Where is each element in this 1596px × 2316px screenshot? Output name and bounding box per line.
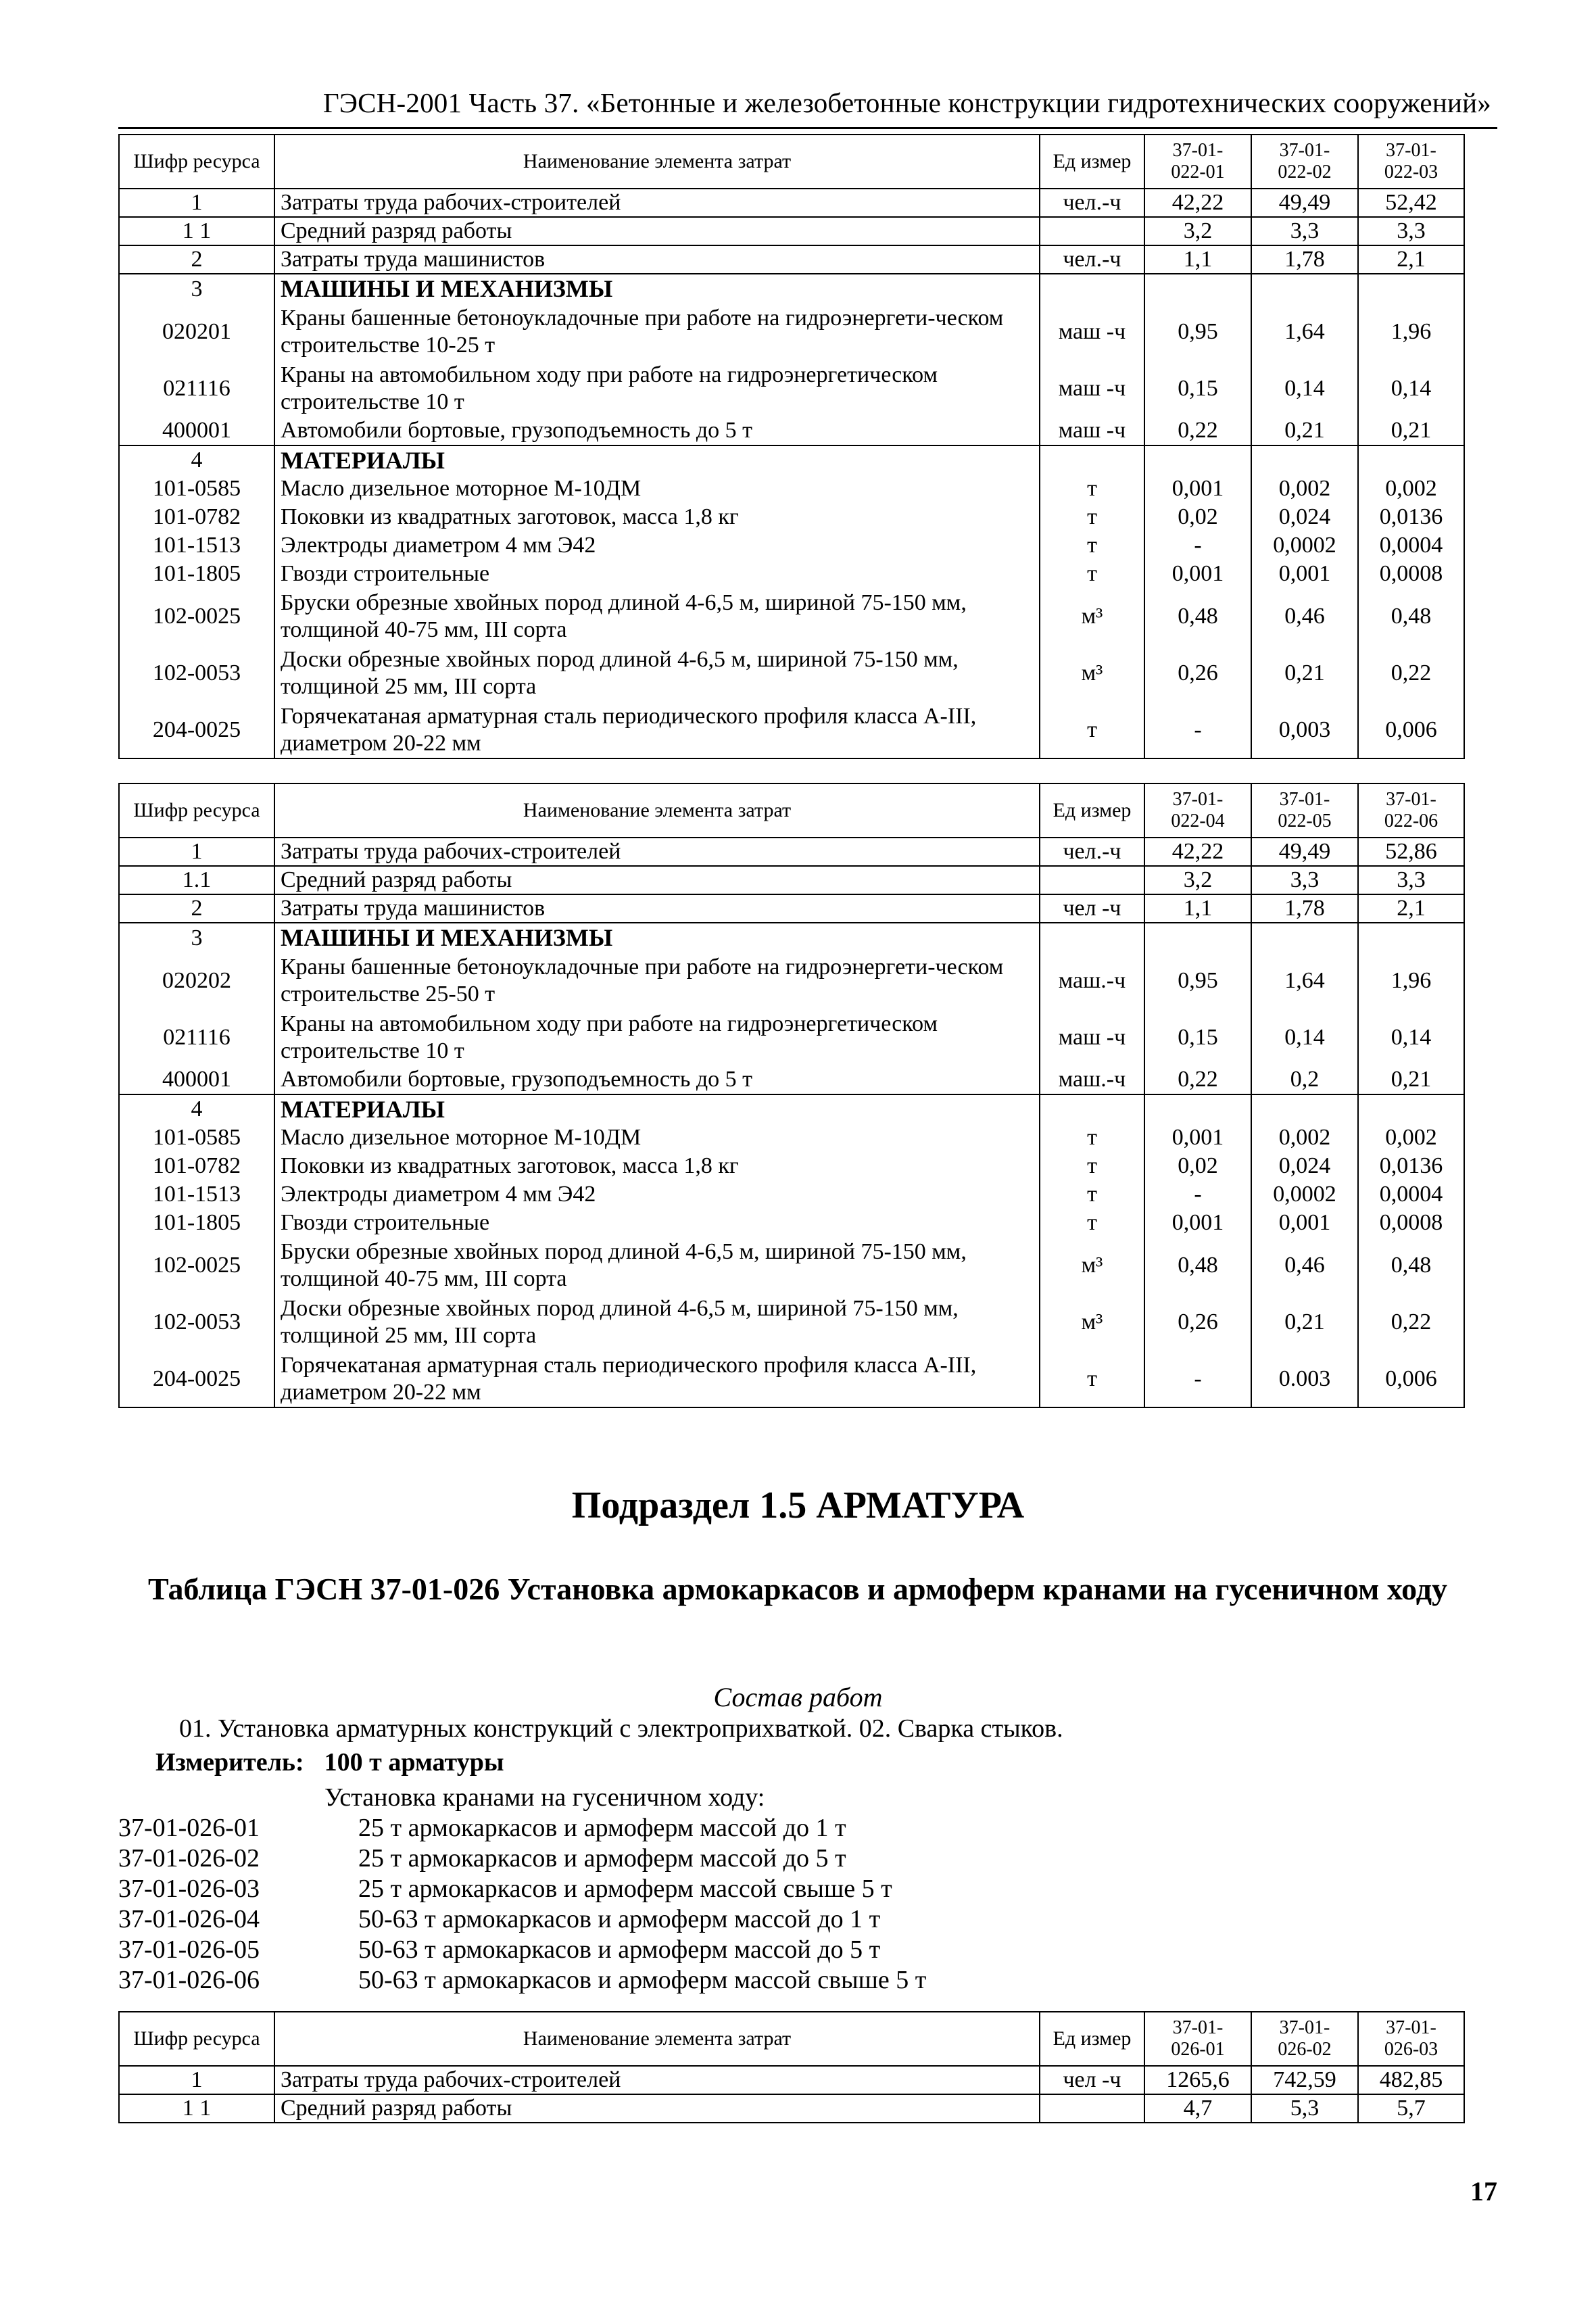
row-name: Затраты труда рабочих-строителей — [274, 2066, 1040, 2094]
row-value: 52,42 — [1358, 189, 1464, 217]
row-code: 2 — [119, 894, 274, 923]
row-code: 102-0025 — [119, 588, 274, 645]
row-unit: т — [1040, 1152, 1144, 1180]
row-value: 42,22 — [1144, 189, 1251, 217]
row-code: 1 — [119, 189, 274, 217]
row-value: 0,0136 — [1358, 1152, 1464, 1180]
row-code: 101-0782 — [119, 1152, 274, 1180]
table-row — [119, 1124, 1464, 1152]
row-value: 0,22 — [1144, 417, 1251, 445]
row-value: 0,21 — [1251, 417, 1358, 445]
install-heading: Установка кранами на гусеничном ходу: — [324, 1783, 765, 1812]
row-value: 0,006 — [1358, 1351, 1464, 1407]
row-value: 0,15 — [1144, 1009, 1251, 1066]
col-header-name: Наименование элемента затрат — [274, 783, 1040, 838]
col-header-norm-1: 37-01- 022-01 — [1144, 135, 1251, 189]
table-row — [119, 702, 1464, 758]
row-value: 3,3 — [1251, 217, 1358, 245]
row-name: Средний разряд работы — [274, 217, 1040, 245]
row-unit: маш -ч — [1040, 417, 1144, 445]
table-row — [119, 189, 1464, 217]
row-unit: т — [1040, 1124, 1144, 1152]
table-row — [119, 1152, 1464, 1180]
col-header-norm-3: 37-01- 026-03 — [1358, 2012, 1464, 2066]
row-value: 49,49 — [1251, 838, 1358, 866]
row-value: 1265,6 — [1144, 2066, 1251, 2094]
row-name: Масло дизельное моторное М-10ДМ — [274, 475, 1040, 503]
row-unit: т — [1040, 531, 1144, 560]
row-unit: маш -ч — [1040, 360, 1144, 417]
row-name: Краны башенные бетоноукладочные при работе на гидроэнергети-ческом строительстве 25-50 т — [274, 952, 1040, 1009]
table-row — [119, 1180, 1464, 1209]
row-unit: чел.-ч — [1040, 838, 1144, 866]
row-value: 0,024 — [1251, 1152, 1358, 1180]
resource-table-022-01-03 — [118, 134, 1465, 759]
table-row — [119, 475, 1464, 503]
work-composition-label: Состав работ — [713, 1682, 883, 1712]
row-value: 1,64 — [1251, 304, 1358, 360]
table-row — [119, 1066, 1464, 1094]
norm-items-list — [118, 1813, 926, 1996]
row-unit: т — [1040, 503, 1144, 531]
item-code: 37-01-026-02 — [118, 1844, 260, 1873]
row-code: 1.1 — [119, 866, 274, 894]
row-code: 102-0053 — [119, 645, 274, 702]
row-name: Электроды диаметром 4 мм Э42 — [274, 1180, 1040, 1209]
row-value: 0,0002 — [1251, 1180, 1358, 1209]
row-value: 0,024 — [1251, 503, 1358, 531]
item-code: 37-01-026-01 — [118, 1814, 260, 1842]
row-name: Затраты труда машинистов — [274, 245, 1040, 274]
row-value: 1,64 — [1251, 952, 1358, 1009]
row-code: 1 1 — [119, 2094, 274, 2123]
section-heading: МАШИНЫ И МЕХАНИЗМЫ — [274, 274, 1040, 303]
list-item — [118, 1904, 926, 1935]
meter-line — [155, 1747, 504, 1777]
row-value: 0,22 — [1144, 1066, 1251, 1094]
row-value: - — [1144, 531, 1251, 560]
row-name: Доски обрезные хвойных пород длиной 4-6,5 м, шириной 75-150 мм, толщиной 25 мм, III сорта — [274, 645, 1040, 702]
col-header-norm-2: 37-01- 026-02 — [1251, 2012, 1358, 2066]
row-value: 0,0002 — [1251, 531, 1358, 560]
row-code: 1 — [119, 838, 274, 866]
row-value: 4,7 — [1144, 2094, 1251, 2123]
row-value: 0,002 — [1251, 1124, 1358, 1152]
list-item — [118, 1935, 926, 1965]
row-name: Автомобили бортовые, грузоподъемность до 5 т — [274, 1066, 1040, 1094]
col-header-code: Шифр ресурса — [119, 783, 274, 838]
row-value: 0,22 — [1358, 645, 1464, 702]
row-value: 0,001 — [1144, 1124, 1251, 1152]
section-row-machines — [119, 274, 1464, 303]
row-value: 42,22 — [1144, 838, 1251, 866]
work-composition-text: 01. Установка арматурных конструкций с электроприхваткой. 02. Сварка стыков. — [179, 1714, 1063, 1743]
row-value: 0,21 — [1251, 645, 1358, 702]
row-name: Гвозди строительные — [274, 1209, 1040, 1237]
row-value: 0,002 — [1358, 475, 1464, 503]
row-value: 0,02 — [1144, 503, 1251, 531]
row-name: Средний разряд работы — [274, 2094, 1040, 2123]
row-value: 0,46 — [1251, 588, 1358, 645]
row-unit: т — [1040, 1209, 1144, 1237]
row-value: 0,0136 — [1358, 503, 1464, 531]
row-name: Горячекатаная арматурная сталь периодического профиля класса А-III, диаметром 20-22 мм — [274, 702, 1040, 758]
row-unit: маш.-ч — [1040, 1066, 1144, 1094]
row-value: 2,1 — [1358, 245, 1464, 274]
section-row-materials — [119, 1094, 1464, 1124]
item-text: 25 т армокаркасов и армоферм массой до 1 т — [358, 1814, 846, 1842]
row-value: 2,1 — [1358, 894, 1464, 923]
row-value: 5,3 — [1251, 2094, 1358, 2123]
table-row — [119, 838, 1464, 866]
col-header-norm-2: 37-01- 022-02 — [1251, 135, 1358, 189]
meter-value: 100 т арматуры — [324, 1748, 504, 1777]
row-value: 52,86 — [1358, 838, 1464, 866]
table-row — [119, 1294, 1464, 1351]
row-code: 101-1513 — [119, 1180, 274, 1209]
row-value: 0,46 — [1251, 1237, 1358, 1294]
row-value: 0,0008 — [1358, 560, 1464, 588]
header-rule — [118, 127, 1497, 129]
row-value: 0,001 — [1144, 475, 1251, 503]
table-row — [119, 866, 1464, 894]
row-value: 0,001 — [1251, 1209, 1358, 1237]
row-name: Поковки из квадратных заготовок, масса 1,8 кг — [274, 503, 1040, 531]
row-value: 0,001 — [1144, 560, 1251, 588]
col-header-norm-5: 37-01- 022-05 — [1251, 783, 1358, 838]
row-code: 102-0025 — [119, 1237, 274, 1294]
row-unit: т — [1040, 560, 1144, 588]
row-value: 1,96 — [1358, 952, 1464, 1009]
row-code: 021116 — [119, 1009, 274, 1066]
row-unit: т — [1040, 1351, 1144, 1407]
row-value: 0,95 — [1144, 952, 1251, 1009]
row-value: 1,1 — [1144, 245, 1251, 274]
row-value: 3,3 — [1358, 217, 1464, 245]
row-value: 0,21 — [1251, 1294, 1358, 1351]
col-header-norm-1: 37-01- 026-01 — [1144, 2012, 1251, 2066]
row-unit: маш -ч — [1040, 1009, 1144, 1066]
item-text: 25 т армокаркасов и армоферм массой свыше 5 т — [358, 1875, 892, 1903]
row-value: 0,48 — [1144, 1237, 1251, 1294]
row-code: 204-0025 — [119, 702, 274, 758]
row-value: 1,96 — [1358, 304, 1464, 360]
running-header: ГЭСН-2001 Часть 37. «Бетонные и железобетонные конструкции гидротехнических сооружений» — [323, 87, 1491, 118]
row-name: Затраты труда машинистов — [274, 894, 1040, 923]
row-name: Электроды диаметром 4 мм Э42 — [274, 531, 1040, 560]
row-unit: чел.-ч — [1040, 245, 1144, 274]
row-value: 0,2 — [1251, 1066, 1358, 1094]
row-code: 204-0025 — [119, 1351, 274, 1407]
row-value: 5,7 — [1358, 2094, 1464, 2123]
row-code: 1 1 — [119, 217, 274, 245]
section-heading: МАШИНЫ И МЕХАНИЗМЫ — [274, 923, 1040, 952]
row-value: 0,001 — [1144, 1209, 1251, 1237]
row-name: Краны башенные бетоноукладочные при работе на гидроэнергети-ческом строительстве 10-25 т — [274, 304, 1040, 360]
list-item — [118, 1965, 926, 1996]
table-row — [119, 1009, 1464, 1066]
table-row — [119, 304, 1464, 360]
table-row — [119, 645, 1464, 702]
item-text: 25 т армокаркасов и армоферм массой до 5 т — [358, 1844, 846, 1873]
row-name: Бруски обрезные хвойных пород длиной 4-6,5 м, шириной 75-150 мм, толщиной 40-75 мм, III сорта — [274, 588, 1040, 645]
row-name: Краны на автомобильном ходу при работе на гидроэнергетическом строительстве 10 т — [274, 360, 1040, 417]
item-text: 50-63 т армокаркасов и армоферм массой свыше 5 т — [358, 1966, 927, 1994]
row-value: 0,14 — [1251, 360, 1358, 417]
row-value: 0,48 — [1358, 588, 1464, 645]
row-code: 4 — [119, 1094, 274, 1124]
section-row-materials — [119, 445, 1464, 475]
row-name: Доски обрезные хвойных пород длиной 4-6,5 м, шириной 75-150 мм, толщиной 25 мм, III сорта — [274, 1294, 1040, 1351]
section-heading: МАТЕРИАЛЫ — [274, 1094, 1040, 1124]
row-value: 0,14 — [1251, 1009, 1358, 1066]
row-unit: т — [1040, 475, 1144, 503]
row-name: Затраты труда рабочих-строителей — [274, 189, 1040, 217]
table-row — [119, 360, 1464, 417]
row-value: 0,26 — [1144, 645, 1251, 702]
row-unit: чел.-ч — [1040, 189, 1144, 217]
row-code: 020202 — [119, 952, 274, 1009]
table-row — [119, 1209, 1464, 1237]
row-value: 0,21 — [1358, 1066, 1464, 1094]
row-value: 0,15 — [1144, 360, 1251, 417]
row-value: 1,1 — [1144, 894, 1251, 923]
col-header-unit: Ед измер — [1040, 783, 1144, 838]
row-code: 400001 — [119, 417, 274, 445]
item-code: 37-01-026-03 — [118, 1875, 260, 1903]
table-row — [119, 531, 1464, 560]
resource-table-026-01-03 — [118, 2011, 1465, 2123]
table-row — [119, 560, 1464, 588]
row-code: 021116 — [119, 360, 274, 417]
row-value: 482,85 — [1358, 2066, 1464, 2094]
row-value: 0,0004 — [1358, 1180, 1464, 1209]
row-value: - — [1144, 1351, 1251, 1407]
row-code: 101-1805 — [119, 1209, 274, 1237]
row-unit — [1040, 2094, 1144, 2123]
row-code: 4 — [119, 445, 274, 475]
row-value: 742,59 — [1251, 2066, 1358, 2094]
table-row — [119, 503, 1464, 531]
table-row — [119, 217, 1464, 245]
row-value: 1,78 — [1251, 245, 1358, 274]
row-name: Автомобили бортовые, грузоподъемность до 5 т — [274, 417, 1040, 445]
row-value: 0,14 — [1358, 1009, 1464, 1066]
row-value: 49,49 — [1251, 189, 1358, 217]
row-code: 020201 — [119, 304, 274, 360]
row-unit: чел -ч — [1040, 2066, 1144, 2094]
row-name: Масло дизельное моторное М-10ДМ — [274, 1124, 1040, 1152]
row-value: 0,02 — [1144, 1152, 1251, 1180]
row-value: 0,0008 — [1358, 1209, 1464, 1237]
row-unit: м³ — [1040, 588, 1144, 645]
row-unit: м³ — [1040, 645, 1144, 702]
row-value: 0,006 — [1358, 702, 1464, 758]
row-unit: м³ — [1040, 1237, 1144, 1294]
table-row — [119, 2066, 1464, 2094]
row-name: Средний разряд работы — [274, 866, 1040, 894]
row-name: Горячекатаная арматурная сталь периодического профиля класса А-III, диаметром 20-22 мм — [274, 1351, 1040, 1407]
list-item — [118, 1874, 926, 1904]
row-value: 0,21 — [1358, 417, 1464, 445]
row-value: 0.003 — [1251, 1351, 1358, 1407]
table-row — [119, 2094, 1464, 2123]
col-header-unit: Ед измер — [1040, 135, 1144, 189]
row-value: 0,48 — [1358, 1237, 1464, 1294]
item-text: 50-63 т армокаркасов и армоферм массой до 5 т — [358, 1935, 881, 1964]
row-value: 0,0004 — [1358, 531, 1464, 560]
col-header-unit: Ед измер — [1040, 2012, 1144, 2066]
col-header-code: Шифр ресурса — [119, 135, 274, 189]
row-code: 102-0053 — [119, 1294, 274, 1351]
col-header-name: Наименование элемента затрат — [274, 2012, 1040, 2066]
row-value: 0,002 — [1358, 1124, 1464, 1152]
row-value: 3,3 — [1358, 866, 1464, 894]
row-code: 2 — [119, 245, 274, 274]
row-value: 0,26 — [1144, 1294, 1251, 1351]
row-value: 3,2 — [1144, 866, 1251, 894]
col-header-norm-4: 37-01- 022-04 — [1144, 783, 1251, 838]
subsection-heading: Подраздел 1.5 АРМАТУРА — [571, 1485, 1025, 1526]
row-name: Краны на автомобильном ходу при работе на гидроэнергетическом строительстве 10 т — [274, 1009, 1040, 1066]
col-header-norm-6: 37-01- 022-06 — [1358, 783, 1464, 838]
row-value: - — [1144, 1180, 1251, 1209]
row-value: 3,2 — [1144, 217, 1251, 245]
row-code: 101-1513 — [119, 531, 274, 560]
col-header-code: Шифр ресурса — [119, 2012, 274, 2066]
row-name: Гвозди строительные — [274, 560, 1040, 588]
table-row — [119, 894, 1464, 923]
row-value: 0,95 — [1144, 304, 1251, 360]
list-item — [118, 1843, 926, 1874]
row-code: 1 — [119, 2066, 274, 2094]
row-value: - — [1144, 702, 1251, 758]
row-unit: маш.-ч — [1040, 952, 1144, 1009]
row-name: Затраты труда рабочих-строителей — [274, 838, 1040, 866]
row-unit: т — [1040, 1180, 1144, 1209]
row-unit — [1040, 866, 1144, 894]
meter-label: Измеритель: — [155, 1748, 304, 1777]
table-row — [119, 952, 1464, 1009]
col-header-norm-3: 37-01- 022-03 — [1358, 135, 1464, 189]
row-unit: т — [1040, 702, 1144, 758]
item-code: 37-01-026-06 — [118, 1966, 260, 1994]
section-heading: МАТЕРИАЛЫ — [274, 445, 1040, 475]
row-name: Бруски обрезные хвойных пород длиной 4-6,5 м, шириной 75-150 мм, толщиной 40-75 мм, III сорта — [274, 1237, 1040, 1294]
table-row — [119, 417, 1464, 445]
row-code: 101-0782 — [119, 503, 274, 531]
row-code: 101-1805 — [119, 560, 274, 588]
table-row — [119, 245, 1464, 274]
table-row — [119, 1237, 1464, 1294]
row-code: 101-0585 — [119, 475, 274, 503]
row-value: 0,003 — [1251, 702, 1358, 758]
page-number: 17 — [1470, 2176, 1497, 2206]
row-value: 1,78 — [1251, 894, 1358, 923]
row-unit: маш -ч — [1040, 304, 1144, 360]
row-value: 0,48 — [1144, 588, 1251, 645]
table-row — [119, 1351, 1464, 1407]
row-name: Поковки из квадратных заготовок, масса 1,8 кг — [274, 1152, 1040, 1180]
row-value: 0,002 — [1251, 475, 1358, 503]
row-value: 0,001 — [1251, 560, 1358, 588]
item-code: 37-01-026-05 — [118, 1935, 260, 1964]
row-code: 3 — [119, 923, 274, 952]
section-row-machines — [119, 923, 1464, 952]
resource-table-022-04-06 — [118, 783, 1465, 1408]
row-unit — [1040, 217, 1144, 245]
list-item — [118, 1813, 926, 1843]
item-text: 50-63 т армокаркасов и армоферм массой до 1 т — [358, 1905, 881, 1933]
row-code: 400001 — [119, 1066, 274, 1094]
table-title: Таблица ГЭСН 37-01-026 Установка армокаркасов и армоферм кранами на гусеничном ходу — [147, 1572, 1448, 1606]
row-unit: чел -ч — [1040, 894, 1144, 923]
row-code: 101-0585 — [119, 1124, 274, 1152]
row-value: 0,22 — [1358, 1294, 1464, 1351]
table-row — [119, 588, 1464, 645]
col-header-name: Наименование элемента затрат — [274, 135, 1040, 189]
item-code: 37-01-026-04 — [118, 1905, 260, 1933]
row-value: 0,14 — [1358, 360, 1464, 417]
row-unit: м³ — [1040, 1294, 1144, 1351]
row-value: 3,3 — [1251, 866, 1358, 894]
row-code: 3 — [119, 274, 274, 303]
